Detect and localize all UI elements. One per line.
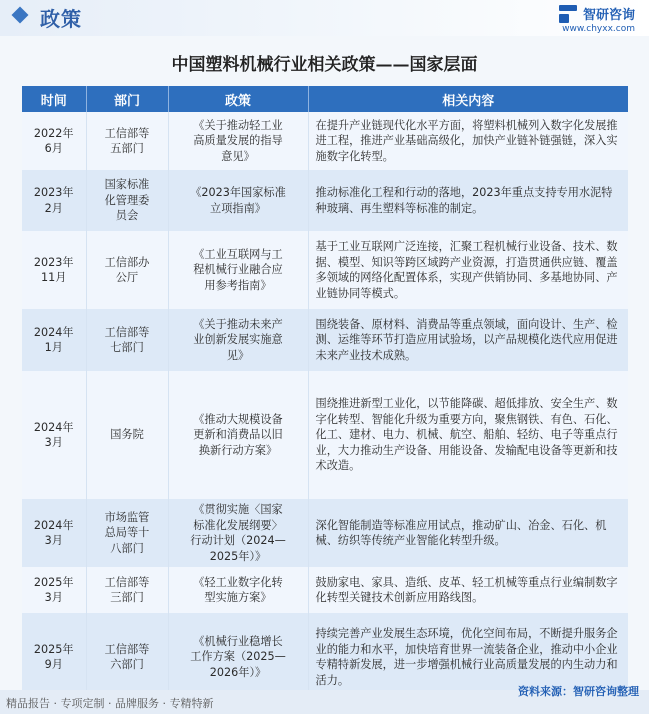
cell-policy: 《推动大规模设备 更新和消费品以旧 换新行动方案》 (168, 371, 308, 499)
cell-content: 围绕装备、原材料、消费品等重点领域，面向设计、生产、检测、运维等环节打造应用试验场，以产品规模化迭代应用促进未来产业技术成熟。 (308, 309, 628, 371)
table-row (22, 231, 628, 309)
table-row (22, 112, 628, 170)
cell-dept: 工信部等 三部门 (86, 567, 168, 613)
cell-time: 2024年 1月 (22, 309, 86, 371)
cell-content: 深化智能制造等标准应用试点，推动矿山、冶金、石化、机械、纺织等传统产业智能化转型升级。 (308, 499, 628, 567)
table-row (22, 170, 628, 231)
cell-content: 围绕推进新型工业化，以节能降碳、超低排放、安全生产、数字化转型、智能化升级为重要方向，聚焦钢铁、有色、石化、化工、建材、电力、机械、航空、船舶、轻纺、电子等重点行业，大力推动生产设备、用能设备、发输配电设备等更新和技术改造。 (308, 371, 628, 499)
cell-dept: 工信部办 公厅 (86, 231, 168, 309)
table-row (22, 499, 628, 567)
cell-content: 持续完善产业发展生态环境，优化空间布局，不断提升服务企业的能力和水平，加快培育世界一流装备企业，推动中小企业专精特新发展，进一步增强机械行业高质量发展的内生动力和活力。 (308, 613, 628, 701)
cell-dept: 国家标准 化管理委 员会 (86, 170, 168, 231)
brand-logo-icon (559, 5, 577, 23)
cell-time: 2023年 2月 (22, 170, 86, 231)
cell-dept: 市场监管 总局等十 八部门 (86, 499, 168, 567)
table-row (22, 567, 628, 613)
cell-policy: 《2023年国家标准 立项指南》 (168, 170, 308, 231)
cell-dept: 工信部等 六部门 (86, 613, 168, 701)
brand (559, 4, 635, 23)
column-header-time: 时间 (22, 86, 86, 112)
cell-dept: 工信部等 五部门 (86, 112, 168, 170)
cell-dept: 国务院 (86, 371, 168, 499)
brand-url: www.chyxx.com (562, 24, 635, 34)
cell-content: 推动标准化工程和行动的落地，2023年重点支持专用水泥特种玻璃、再生塑料等标准的制定。 (308, 170, 628, 231)
cell-time: 2025年 3月 (22, 567, 86, 613)
cell-time: 2024年 3月 (22, 499, 86, 567)
footer-services: 精品报告 · 专项定制 · 品牌服务 · 专精特新 (6, 697, 214, 710)
cell-time: 2024年 3月 (22, 371, 86, 499)
cell-policy: 《关于推动未来产 业创新发展实施意 见》 (168, 309, 308, 371)
column-header-dept: 部门 (86, 86, 168, 112)
diamond-icon (12, 7, 29, 24)
cell-policy: 《轻工业数字化转 型实施方案》 (168, 567, 308, 613)
cell-policy: 《关于推动轻工业 高质量发展的指导 意见》 (168, 112, 308, 170)
table-row (22, 371, 628, 499)
cell-time: 2023年 11月 (22, 231, 86, 309)
column-header-content: 相关内容 (308, 86, 628, 112)
brand-name: 智研咨询 (582, 8, 635, 23)
cell-content: 基于工业互联网广泛连接，汇聚工程机械行业设备、技术、数据、模型、知识等跨区域跨产业资源，打造贯通供应链、覆盖多领域的网络化配置体系，实现产供销协同、多基地协同、产业链协同等模式。 (308, 231, 628, 309)
section-title: 政策 (40, 7, 82, 31)
cell-time: 2025年 9月 (22, 613, 86, 701)
policy-table (22, 86, 628, 701)
column-header-policy: 政策 (168, 86, 308, 112)
table-header-row (22, 86, 628, 112)
page-title: 中国塑料机械行业相关政策——国家层面 (171, 55, 478, 75)
cell-content: 在提升产业链现代化水平方面，将塑料机械列入数字化发展推进工程，推进产业基础高级化，加快产业链补链强链，深入实施数字化转型。 (308, 112, 628, 170)
section-header (0, 0, 649, 36)
table-row (22, 309, 628, 371)
cell-policy: 《机械行业稳增长 工作方案（2025— 2026年）》 (168, 613, 308, 701)
cell-content: 鼓励家电、家具、造纸、皮革、轻工机械等重点行业编制数字化转型关键技术创新应用路线图。 (308, 567, 628, 613)
cell-policy: 《工业互联网与工 程机械行业融合应 用参考指南》 (168, 231, 308, 309)
cell-dept: 工信部等 七部门 (86, 309, 168, 371)
cell-policy: 《贯彻实施〈国家 标准化发展纲要〉 行动计划（2024— 2025年）》 (168, 499, 308, 567)
data-source: 资料来源：智研咨询整理 (518, 685, 639, 698)
cell-time: 2022年 6月 (22, 112, 86, 170)
